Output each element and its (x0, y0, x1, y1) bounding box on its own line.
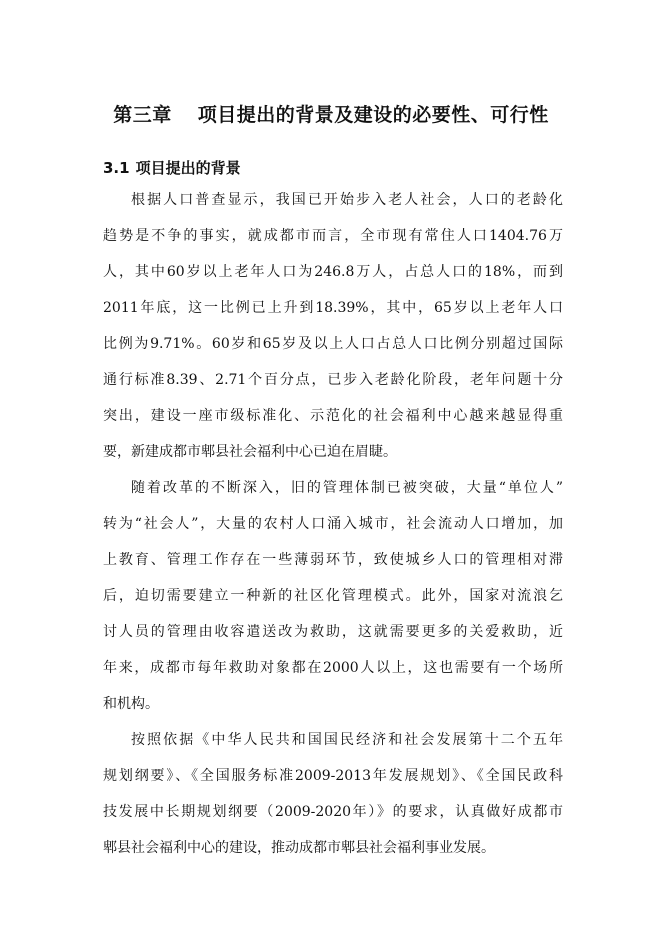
paragraph-line: 年来，成都市每年救助对象都在2000人以上，这也需要有一个场所 (103, 660, 563, 676)
paragraph-line: 上教育、管理工作存在一些薄弱环节，致使城乡人口的管理相对滞 (103, 552, 563, 568)
paragraph-line: 后，迫切需要建立一种新的社区化管理模式。此外，国家对流浪乞 (103, 588, 563, 604)
paragraph-line: 随着改革的不断深入，旧的管理体制已被突破，大量“单位人” (131, 480, 563, 496)
paragraph-line: 趋势是不争的事实，就成都市而言，全市现有常住人口1404.76万 (103, 228, 563, 244)
section-number: 3.1 (103, 159, 130, 177)
paragraph-social-management (103, 470, 563, 722)
paragraph-line: 和机构。 (103, 696, 159, 712)
paragraph-line: 2011年底，这一比例已上升到18.39%，其中，65岁以上老年人口 (103, 300, 563, 316)
paragraph-line: 郫县社会福利中心的建设，推动成都市郫县社会福利事业发展。 (103, 840, 495, 856)
section-heading (103, 157, 241, 178)
paragraph-line: 转为“社会人”，大量的农村人口涌入城市，社会流动人口增加，加 (103, 516, 563, 532)
paragraph-line: 突出，建设一座市级标准化、示范化的社会福利中心越来越显得重 (103, 408, 563, 424)
chapter-title (0, 100, 662, 127)
paragraph-line: 要，新建成都市郫县社会福利中心已迫在眉睫。 (103, 444, 397, 460)
body-text (103, 182, 563, 866)
section-title-text: 项目提出的背景 (135, 159, 241, 177)
paragraph-line: 根据人口普查显示，我国已开始步入老人社会，人口的老龄化 (131, 192, 563, 208)
chapter-title-text: 项目提出的背景及建设的必要性、可行性 (197, 104, 549, 126)
paragraph-line: 规划纲要》、《全国服务标准2009-2013年发展规划》、《全国民政科 (103, 768, 563, 784)
chapter-label: 第三章 (113, 104, 172, 126)
paragraph-line: 比例为9.71%。60岁和65岁及以上人口占总人口比例分别超过国际 (103, 336, 563, 352)
paragraph-line: 讨人员的管理由收容遣送改为救助，这就需要更多的关爱救助，近 (103, 624, 563, 640)
paragraph-line: 通行标准8.39、2.71个百分点，已步入老龄化阶段，老年问题十分 (103, 372, 563, 388)
paragraph-line: 人，其中60岁以上老年人口为246.8万人，占总人口的18%，而到 (103, 264, 563, 280)
paragraph-aging-population (103, 182, 563, 470)
paragraph-line: 按照依据《中华人民共和国国民经济和社会发展第十二个五年 (131, 732, 563, 748)
paragraph-planning-basis (103, 722, 563, 866)
paragraph-line: 技发展中长期规划纲要（2009-2020年）》的要求，认真做好成都市 (103, 804, 563, 820)
